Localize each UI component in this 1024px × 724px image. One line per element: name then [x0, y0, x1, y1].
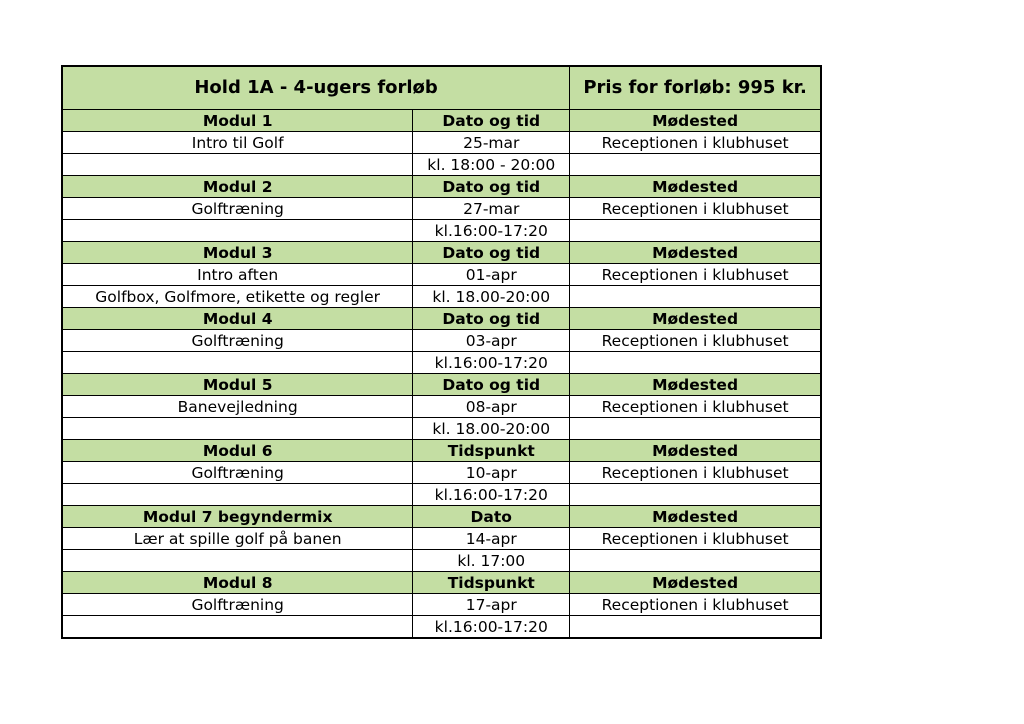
module-detail-row — [62, 594, 821, 616]
module-activity: Golftræning — [62, 594, 413, 616]
module-header-row — [62, 110, 821, 132]
module-time: kl. 18.00-20:00 — [413, 418, 570, 440]
module-activity: Golftræning — [62, 462, 413, 484]
module-date: 27-mar — [413, 198, 570, 220]
module-time-row — [62, 352, 821, 374]
place-header: Mødested — [570, 506, 821, 528]
module-time: kl. 18:00 - 20:00 — [413, 154, 570, 176]
module-activity: Golftræning — [62, 330, 413, 352]
module-note — [62, 418, 413, 440]
module-place-extra — [570, 286, 821, 308]
module-place: Receptionen i klubhuset — [570, 198, 821, 220]
module-detail-row — [62, 198, 821, 220]
date-header: Dato — [413, 506, 570, 528]
module-detail-row — [62, 264, 821, 286]
module-time: kl.16:00-17:20 — [413, 352, 570, 374]
module-header-row — [62, 506, 821, 528]
module-place: Receptionen i klubhuset — [570, 132, 821, 154]
schedule-table — [61, 65, 822, 639]
module-header-row — [62, 374, 821, 396]
module-time: kl. 18.00-20:00 — [413, 286, 570, 308]
module-place-extra — [570, 550, 821, 572]
place-header: Mødested — [570, 308, 821, 330]
title-row — [62, 66, 821, 110]
module-note — [62, 154, 413, 176]
module-place-extra — [570, 418, 821, 440]
place-header: Mødested — [570, 242, 821, 264]
module-header: Modul 8 — [62, 572, 413, 594]
module-header-row — [62, 242, 821, 264]
module-activity: Banevejledning — [62, 396, 413, 418]
module-header: Modul 4 — [62, 308, 413, 330]
module-place: Receptionen i klubhuset — [570, 330, 821, 352]
module-activity: Intro aften — [62, 264, 413, 286]
module-place: Receptionen i klubhuset — [570, 594, 821, 616]
date-header: Tidspunkt — [413, 572, 570, 594]
module-time: kl.16:00-17:20 — [413, 616, 570, 639]
module-place: Receptionen i klubhuset — [570, 462, 821, 484]
module-time-row — [62, 484, 821, 506]
module-date: 25-mar — [413, 132, 570, 154]
schedule-body — [62, 66, 821, 638]
module-header: Modul 7 begyndermix — [62, 506, 413, 528]
module-date: 17-apr — [413, 594, 570, 616]
module-note — [62, 616, 413, 639]
module-detail-row — [62, 462, 821, 484]
module-detail-row — [62, 132, 821, 154]
module-header: Modul 5 — [62, 374, 413, 396]
price-label: Pris for forløb: 995 kr. — [570, 66, 821, 110]
module-time-row — [62, 154, 821, 176]
place-header: Mødested — [570, 374, 821, 396]
module-header: Modul 6 — [62, 440, 413, 462]
module-header-row — [62, 440, 821, 462]
module-place: Receptionen i klubhuset — [570, 264, 821, 286]
place-header: Mødested — [570, 440, 821, 462]
module-header: Modul 2 — [62, 176, 413, 198]
place-header: Mødested — [570, 110, 821, 132]
date-header: Dato og tid — [413, 110, 570, 132]
schedule-sheet — [61, 65, 822, 639]
table-title: Hold 1A - 4-ugers forløb — [62, 66, 570, 110]
module-place: Receptionen i klubhuset — [570, 396, 821, 418]
module-time: kl.16:00-17:20 — [413, 220, 570, 242]
module-note — [62, 484, 413, 506]
module-time: kl. 17:00 — [413, 550, 570, 572]
module-header-row — [62, 176, 821, 198]
module-header-row — [62, 308, 821, 330]
module-date: 03-apr — [413, 330, 570, 352]
module-note: Golfbox, Golfmore, etikette og regler — [62, 286, 413, 308]
module-header-row — [62, 572, 821, 594]
module-time-row — [62, 286, 821, 308]
module-date: 10-apr — [413, 462, 570, 484]
module-time-row — [62, 550, 821, 572]
date-header: Dato og tid — [413, 374, 570, 396]
module-place-extra — [570, 352, 821, 374]
module-date: 01-apr — [413, 264, 570, 286]
module-header: Modul 3 — [62, 242, 413, 264]
place-header: Mødested — [570, 176, 821, 198]
module-detail-row — [62, 396, 821, 418]
module-activity: Golftræning — [62, 198, 413, 220]
place-header: Mødested — [570, 572, 821, 594]
module-note — [62, 220, 413, 242]
module-time: kl.16:00-17:20 — [413, 484, 570, 506]
date-header: Dato og tid — [413, 242, 570, 264]
module-time-row — [62, 418, 821, 440]
module-date: 08-apr — [413, 396, 570, 418]
module-time-row — [62, 616, 821, 639]
module-header: Modul 1 — [62, 110, 413, 132]
module-place-extra — [570, 616, 821, 639]
module-place-extra — [570, 154, 821, 176]
module-note — [62, 352, 413, 374]
date-header: Tidspunkt — [413, 440, 570, 462]
module-date: 14-apr — [413, 528, 570, 550]
module-place-extra — [570, 484, 821, 506]
module-activity: Lær at spille golf på banen — [62, 528, 413, 550]
module-activity: Intro til Golf — [62, 132, 413, 154]
module-detail-row — [62, 528, 821, 550]
module-time-row — [62, 220, 821, 242]
date-header: Dato og tid — [413, 308, 570, 330]
module-note — [62, 550, 413, 572]
date-header: Dato og tid — [413, 176, 570, 198]
module-place: Receptionen i klubhuset — [570, 528, 821, 550]
module-detail-row — [62, 330, 821, 352]
module-place-extra — [570, 220, 821, 242]
